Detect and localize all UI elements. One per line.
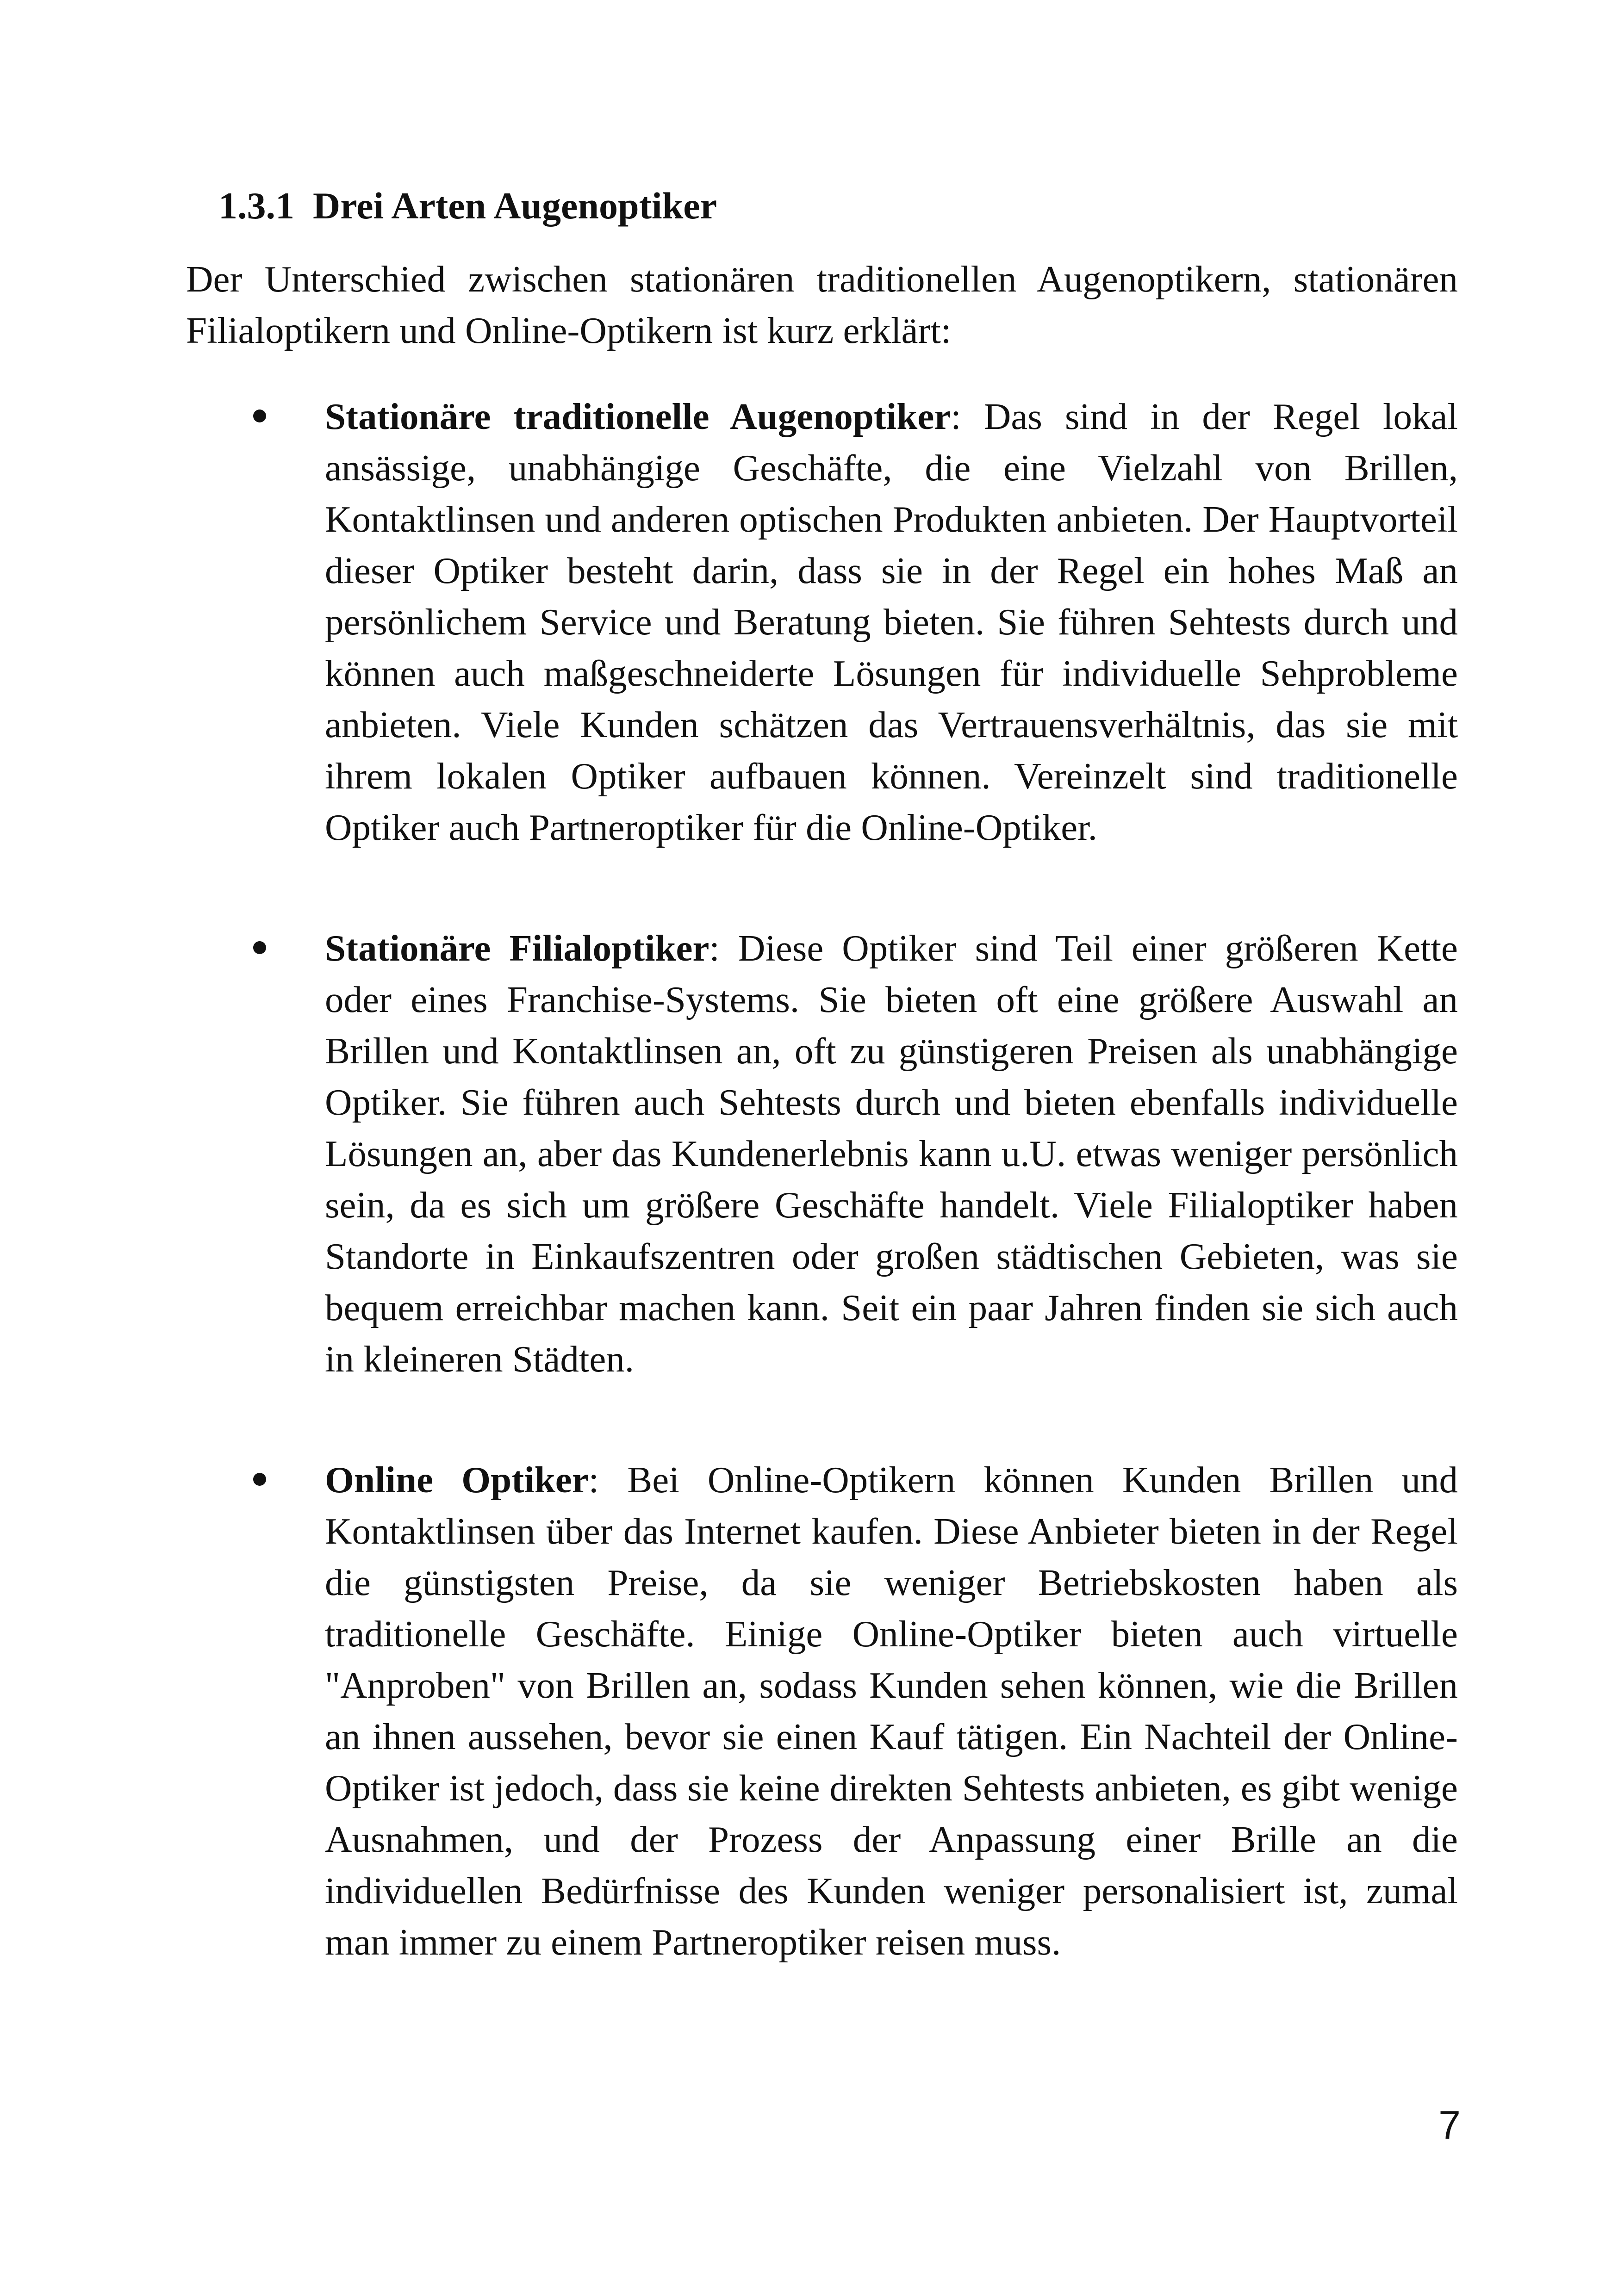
bullet-icon (253, 410, 266, 422)
list-item-text (325, 923, 1458, 1385)
list-item-term: Stationäre traditionelle Augenoptiker (325, 396, 951, 437)
optician-types-list (186, 391, 1458, 2037)
section-number: 1.3.1 (218, 185, 294, 227)
page-number: 7 (1438, 2103, 1461, 2147)
list-item-traditional-opticians (186, 391, 1458, 853)
intro-paragraph: Der Unterschied zwischen stationären traditionellen Augenoptikern, stationären Filialoptikern und Online-Optikern ist kurz erklärt: (186, 258, 1458, 351)
section-heading (218, 185, 717, 227)
list-item-description: : Das sind in der Regel lokal ansässige, unabhängige Geschäfte, die eine Vielzahl von Brillen, Kontaktlinsen und anderen optischen Produkten anbieten. Der Hauptvorteil dieser Optiker besteht darin, dass sie in der Regel ein hohes Maß an persönlichem Service und Beratung bieten. Sie führen Sehtests durch und können auch maßgeschneiderte Lösungen für individuelle Sehprobleme anbieten. Viele Kunden schätzen das Vertrauensverhältnis, das sie mit ihrem lokalen Optiker aufbauen können. Vereinzelt sind traditionelle Optiker auch Partneroptiker für die Online-Optiker. (325, 396, 1458, 848)
list-item-description: : Bei Online-Optikern können Kunden Brillen und Kontaktlinsen über das Internet kaufen. Diese Anbieter bieten in der Regel die günstigsten Preise, da sie weniger Betriebskosten haben als traditionelle Geschäfte. Einige Online-Optiker bieten auch virtuelle "Anproben" von Brillen an, sodass Kunden sehen können, wie die Brillen an ihnen aussehen, bevor sie einen Kauf tätigen. Ein Nachteil der Online-Optiker ist jedoch, dass sie keine direkten Sehtests anbieten, es gibt wenige Ausnahmen, und der Prozess der Anpassung einer Brille an die individuellen Bedürfnisse des Kunden weniger personalisiert ist, zumal man immer zu einem Partneroptiker reisen muss. (325, 1459, 1458, 1963)
list-item-term: Online Optiker (325, 1459, 589, 1501)
bullet-icon (253, 1473, 266, 1486)
list-item-online-opticians (186, 1454, 1458, 1968)
list-item-text (325, 391, 1458, 853)
list-item-term: Stationäre Filialoptiker (325, 927, 709, 969)
section-title: Drei Arten Augenoptiker (313, 185, 717, 227)
list-item-text (325, 1454, 1458, 1968)
list-item-description: : Diese Optiker sind Teil einer größeren Kette oder eines Franchise-Systems. Sie bieten oft eine größere Auswahl an Brillen und Kontaktlinsen an, oft zu günstigeren Preisen als unabhängige Optiker. Sie führen auch Sehtests durch und bieten ebenfalls individuelle Lösungen an, aber das Kundenerlebnis kann u.U. etwas weniger persönlich sein, da es sich um größere Geschäfte handelt. Viele Filialoptiker haben Standorte in Einkaufszentren oder großen städtischen Gebieten, was sie bequem erreichbar machen kann. Seit ein paar Jahren finden sie sich auch in kleineren Städten. (325, 927, 1458, 1380)
bullet-icon (253, 941, 266, 954)
list-item-branch-opticians (186, 923, 1458, 1385)
